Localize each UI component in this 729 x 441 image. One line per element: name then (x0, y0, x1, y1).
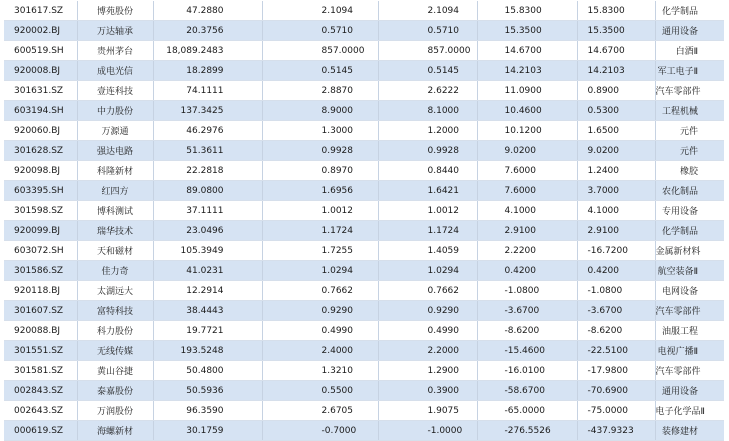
value-col-5-cell: -22.5100 (577, 341, 655, 361)
value-col-1-cell: 22.2818 (153, 161, 262, 181)
value-col-1-cell: 18,089.2483 (153, 41, 262, 61)
stock-code-cell: 301598.SZ (4, 201, 77, 221)
value-col-3-cell: 1.2900 (378, 361, 477, 381)
table-row[interactable] (4, 381, 724, 401)
value-col-5-cell: -75.0000 (577, 401, 655, 421)
stock-name-cell: 科力股份 (77, 321, 153, 341)
value-col-3-cell: 1.6421 (378, 181, 477, 201)
stock-name-cell: 天和磁材 (77, 241, 153, 261)
value-col-3-cell: 857.0000 (378, 41, 477, 61)
industry-cell: 专用设备 (655, 201, 724, 221)
value-col-3-cell: 1.1724 (378, 221, 477, 241)
value-col-3-cell: 2.2000 (378, 341, 477, 361)
industry-cell: 汽车零部件 (655, 81, 724, 101)
table-row[interactable] (4, 141, 724, 161)
value-col-3-cell: 8.1000 (378, 101, 477, 121)
value-col-3-cell: 0.5710 (378, 21, 477, 41)
value-col-2-cell: 1.3000 (262, 121, 378, 141)
stock-name-cell: 博科测试 (77, 201, 153, 221)
value-col-5-cell: -17.9800 (577, 361, 655, 381)
stock-name-cell: 海螺新材 (77, 421, 153, 441)
stock-code-cell: 600519.SH (4, 41, 77, 61)
value-col-2-cell: 0.8970 (262, 161, 378, 181)
value-col-4-cell: 2.2200 (477, 241, 577, 261)
stock-code-cell: 920118.BJ (4, 281, 77, 301)
value-col-1-cell: 50.4800 (153, 361, 262, 381)
table-row[interactable] (4, 361, 724, 381)
value-col-4-cell: 15.3500 (477, 21, 577, 41)
value-col-2-cell: 1.7255 (262, 241, 378, 261)
stock-code-cell: 920060.BJ (4, 121, 77, 141)
value-col-1-cell: 19.7721 (153, 321, 262, 341)
industry-cell: 汽车零部件 (655, 361, 724, 381)
value-col-5-cell: 1.2400 (577, 161, 655, 181)
value-col-2-cell: -0.7000 (262, 421, 378, 441)
value-col-2-cell: 2.4000 (262, 341, 378, 361)
value-col-1-cell: 50.5936 (153, 381, 262, 401)
industry-cell: 农化制品 (655, 181, 724, 201)
table-row[interactable] (4, 161, 724, 181)
table-row[interactable] (4, 421, 724, 441)
value-col-5-cell: -16.7200 (577, 241, 655, 261)
value-col-3-cell: 1.2000 (378, 121, 477, 141)
industry-cell: 电网设备 (655, 281, 724, 301)
table-row[interactable] (4, 61, 724, 81)
stock-code-cell: 603395.SH (4, 181, 77, 201)
value-col-2-cell: 2.8870 (262, 81, 378, 101)
industry-cell: 元件 (655, 121, 724, 141)
value-col-5-cell: -70.6900 (577, 381, 655, 401)
value-col-4-cell: 11.0900 (477, 81, 577, 101)
industry-cell: 油服工程 (655, 321, 724, 341)
industry-cell: 电视广播Ⅱ (655, 341, 724, 361)
value-col-3-cell: 0.5145 (378, 61, 477, 81)
value-col-2-cell: 1.0294 (262, 261, 378, 281)
industry-cell: 金属新材料 (655, 241, 724, 261)
value-col-3-cell: 2.6222 (378, 81, 477, 101)
value-col-4-cell: 10.1200 (477, 121, 577, 141)
value-col-1-cell: 23.0496 (153, 221, 262, 241)
stock-name-cell: 万达轴承 (77, 21, 153, 41)
table-row[interactable] (4, 101, 724, 121)
table-row[interactable] (4, 401, 724, 421)
value-col-2-cell: 1.3210 (262, 361, 378, 381)
industry-cell: 装修建材 (655, 421, 724, 441)
table-row[interactable] (4, 241, 724, 261)
value-col-2-cell: 0.5500 (262, 381, 378, 401)
value-col-4-cell: 14.6700 (477, 41, 577, 61)
value-col-5-cell: 0.4200 (577, 261, 655, 281)
table-row[interactable] (4, 181, 724, 201)
value-col-1-cell: 37.1111 (153, 201, 262, 221)
value-col-5-cell: 14.6700 (577, 41, 655, 61)
value-col-4-cell: 9.0200 (477, 141, 577, 161)
value-col-1-cell: 47.2880 (153, 1, 262, 21)
value-col-4-cell: 7.6000 (477, 181, 577, 201)
stock-code-cell: 301551.SZ (4, 341, 77, 361)
value-col-2-cell: 0.9928 (262, 141, 378, 161)
value-col-4-cell: -58.6700 (477, 381, 577, 401)
value-col-5-cell: 15.3500 (577, 21, 655, 41)
table-row[interactable] (4, 121, 724, 141)
value-col-4-cell: 4.1000 (477, 201, 577, 221)
stock-name-cell: 科隆新材 (77, 161, 153, 181)
stock-code-cell: 920098.BJ (4, 161, 77, 181)
value-col-2-cell: 1.0012 (262, 201, 378, 221)
value-col-3-cell: 0.8440 (378, 161, 477, 181)
value-col-5-cell: 9.0200 (577, 141, 655, 161)
value-col-5-cell: -3.6700 (577, 301, 655, 321)
industry-cell: 化学制品 (655, 1, 724, 21)
table-row[interactable] (4, 21, 724, 41)
value-col-4-cell: -15.4600 (477, 341, 577, 361)
stock-name-cell: 红四方 (77, 181, 153, 201)
value-col-3-cell: 0.4990 (378, 321, 477, 341)
value-col-3-cell: 1.9075 (378, 401, 477, 421)
stock-name-cell: 瑞华技术 (77, 221, 153, 241)
stock-name-cell: 壹连科技 (77, 81, 153, 101)
stock-code-cell: 002843.SZ (4, 381, 77, 401)
value-col-3-cell: 0.9928 (378, 141, 477, 161)
stock-name-cell: 万润股份 (77, 401, 153, 421)
industry-cell: 工程机械 (655, 101, 724, 121)
value-col-1-cell: 51.3611 (153, 141, 262, 161)
value-col-4-cell: 2.9100 (477, 221, 577, 241)
value-col-5-cell: 14.2103 (577, 61, 655, 81)
stock-code-cell: 920088.BJ (4, 321, 77, 341)
value-col-4-cell: -8.6200 (477, 321, 577, 341)
value-col-5-cell: 15.8300 (577, 1, 655, 21)
value-col-3-cell: 1.0012 (378, 201, 477, 221)
value-col-5-cell: 0.5300 (577, 101, 655, 121)
value-col-1-cell: 41.0231 (153, 261, 262, 281)
value-col-2-cell: 2.1094 (262, 1, 378, 21)
value-col-5-cell: -8.6200 (577, 321, 655, 341)
table-row[interactable] (4, 81, 724, 101)
value-col-2-cell: 0.7662 (262, 281, 378, 301)
table-body (4, 1, 724, 441)
table-row[interactable] (4, 201, 724, 221)
stock-code-cell: 301617.SZ (4, 1, 77, 21)
stock-code-cell: 301586.SZ (4, 261, 77, 281)
value-col-1-cell: 46.2976 (153, 121, 262, 141)
industry-cell: 白酒Ⅱ (655, 41, 724, 61)
stock-name-cell: 成电光信 (77, 61, 153, 81)
table-row[interactable] (4, 281, 724, 301)
value-col-5-cell: 3.7000 (577, 181, 655, 201)
value-col-2-cell: 857.0000 (262, 41, 378, 61)
stock-code-cell: 301631.SZ (4, 81, 77, 101)
value-col-3-cell: 1.0294 (378, 261, 477, 281)
value-col-1-cell: 105.3949 (153, 241, 262, 261)
value-col-5-cell: 4.1000 (577, 201, 655, 221)
stock-code-cell: 603072.SH (4, 241, 77, 261)
value-col-4-cell: 10.4600 (477, 101, 577, 121)
value-col-5-cell: 1.6500 (577, 121, 655, 141)
stock-code-cell: 920099.BJ (4, 221, 77, 241)
value-col-3-cell: -1.0000 (378, 421, 477, 441)
value-col-4-cell: -1.0800 (477, 281, 577, 301)
stock-name-cell: 富特科技 (77, 301, 153, 321)
value-col-1-cell: 89.0800 (153, 181, 262, 201)
value-col-2-cell: 2.6705 (262, 401, 378, 421)
industry-cell: 汽车零部件 (655, 301, 724, 321)
value-col-4-cell: 14.2103 (477, 61, 577, 81)
value-col-1-cell: 137.3425 (153, 101, 262, 121)
value-col-1-cell: 38.4443 (153, 301, 262, 321)
value-col-4-cell: -276.5526 (477, 421, 577, 441)
table-row[interactable] (4, 301, 724, 321)
value-col-2-cell: 0.5710 (262, 21, 378, 41)
value-col-4-cell: 0.4200 (477, 261, 577, 281)
value-col-3-cell: 1.4059 (378, 241, 477, 261)
value-col-3-cell: 0.3900 (378, 381, 477, 401)
table-row[interactable] (4, 341, 724, 361)
stock-name-cell: 贵州茅台 (77, 41, 153, 61)
table-row[interactable] (4, 321, 724, 341)
value-col-3-cell: 0.7662 (378, 281, 477, 301)
stock-code-cell: 301628.SZ (4, 141, 77, 161)
value-col-1-cell: 96.3590 (153, 401, 262, 421)
value-col-4-cell: -3.6700 (477, 301, 577, 321)
industry-cell: 化学制品 (655, 221, 724, 241)
value-col-3-cell: 0.9290 (378, 301, 477, 321)
value-col-4-cell: -65.0000 (477, 401, 577, 421)
stock-name-cell: 强达电路 (77, 141, 153, 161)
stock-code-cell: 301581.SZ (4, 361, 77, 381)
value-col-1-cell: 18.2899 (153, 61, 262, 81)
industry-cell: 通用设备 (655, 21, 724, 41)
stock-name-cell: 无线传媒 (77, 341, 153, 361)
stock-data-table (4, 1, 724, 441)
stock-name-cell: 博苑股份 (77, 1, 153, 21)
value-col-1-cell: 193.5248 (153, 341, 262, 361)
industry-cell: 元件 (655, 141, 724, 161)
value-col-5-cell: -1.0800 (577, 281, 655, 301)
table-row[interactable] (4, 41, 724, 61)
stock-code-cell: 002643.SZ (4, 401, 77, 421)
stock-name-cell: 佳力奇 (77, 261, 153, 281)
value-col-2-cell: 0.4990 (262, 321, 378, 341)
value-col-2-cell: 1.1724 (262, 221, 378, 241)
value-col-5-cell: -437.9323 (577, 421, 655, 441)
table-row[interactable] (4, 221, 724, 241)
table-row[interactable] (4, 261, 724, 281)
stock-name-cell: 中力股份 (77, 101, 153, 121)
industry-cell: 军工电子Ⅱ (655, 61, 724, 81)
value-col-1-cell: 20.3756 (153, 21, 262, 41)
value-col-2-cell: 8.9000 (262, 101, 378, 121)
value-col-4-cell: 15.8300 (477, 1, 577, 21)
stock-code-cell: 000619.SZ (4, 421, 77, 441)
industry-cell: 电子化学品Ⅱ (655, 401, 724, 421)
value-col-4-cell: 7.6000 (477, 161, 577, 181)
value-col-4-cell: -16.0100 (477, 361, 577, 381)
value-col-2-cell: 1.6956 (262, 181, 378, 201)
industry-cell: 通用设备 (655, 381, 724, 401)
table-row[interactable] (4, 1, 724, 21)
industry-cell: 橡胶 (655, 161, 724, 181)
value-col-1-cell: 12.2914 (153, 281, 262, 301)
stock-name-cell: 太湖远大 (77, 281, 153, 301)
value-col-5-cell: 0.8900 (577, 81, 655, 101)
stock-name-cell: 黄山谷捷 (77, 361, 153, 381)
value-col-1-cell: 30.1759 (153, 421, 262, 441)
value-col-1-cell: 74.1111 (153, 81, 262, 101)
stock-code-cell: 920008.BJ (4, 61, 77, 81)
value-col-3-cell: 2.1094 (378, 1, 477, 21)
stock-code-cell: 920002.BJ (4, 21, 77, 41)
value-col-2-cell: 0.5145 (262, 61, 378, 81)
stock-code-cell: 603194.SH (4, 101, 77, 121)
stock-name-cell: 万源通 (77, 121, 153, 141)
stock-code-cell: 301607.SZ (4, 301, 77, 321)
industry-cell: 航空装备Ⅱ (655, 261, 724, 281)
value-col-2-cell: 0.9290 (262, 301, 378, 321)
stock-name-cell: 泰嘉股份 (77, 381, 153, 401)
value-col-5-cell: 2.9100 (577, 221, 655, 241)
